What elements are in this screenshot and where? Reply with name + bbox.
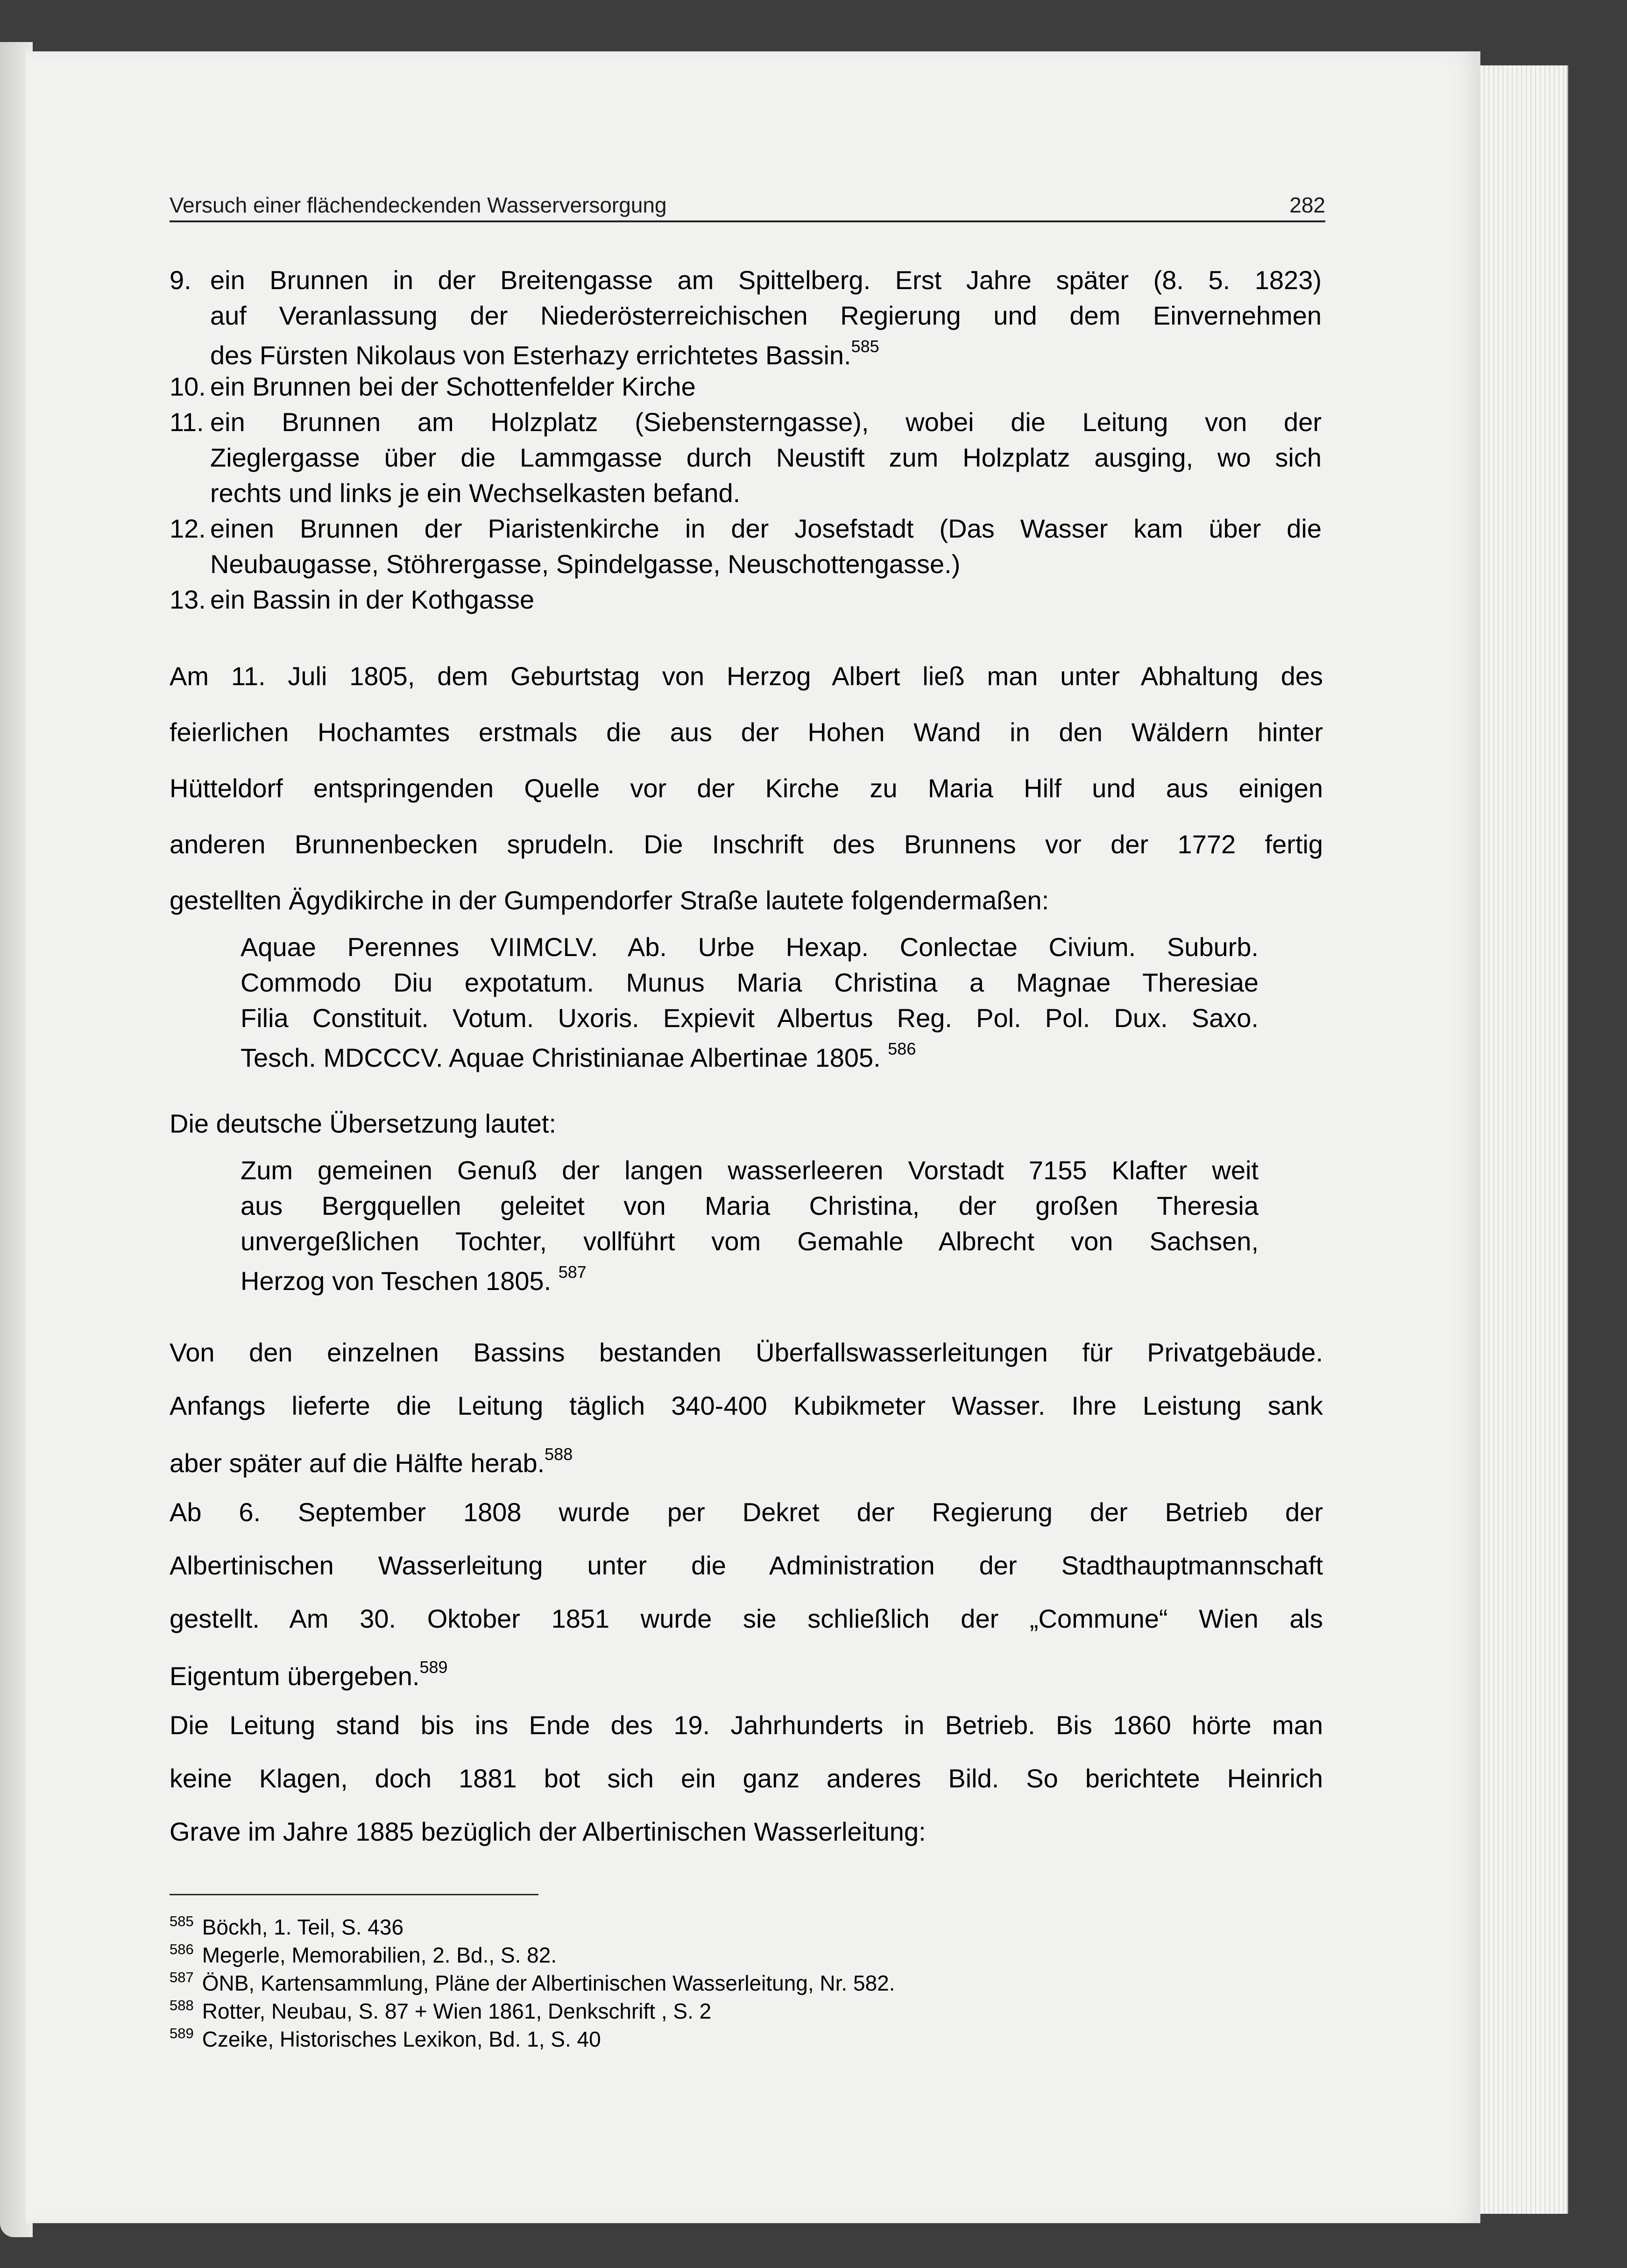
paragraph-line: anderen Brunnenbecken sprudeln. Die Inschrift des Brunnens vor der 1772 fertig bbox=[170, 829, 1323, 859]
footnote-ref: 585 bbox=[851, 337, 879, 356]
quote-line: aus Bergquellen geleitet von Maria Christina, der großen Theresia bbox=[241, 1191, 1259, 1220]
footnote-ref: 589 bbox=[419, 1658, 448, 1677]
list-item-line: des Fürsten Nikolaus von Esterhazy errichtetes Bassin.$^{585}$ bbox=[210, 337, 879, 370]
running-head bbox=[170, 183, 1325, 222]
list-item-line: ein Brunnen in der Breitengasse am Spittelberg. Erst Jahre später (8. 5. 1823) bbox=[210, 265, 1322, 295]
page-number: 282 bbox=[1289, 193, 1325, 217]
paragraph-line: Anfangs lieferte die Leitung täglich 340-400 Kubikmeter Wasser. Ihre Leistung sank bbox=[170, 1391, 1323, 1420]
running-title: Versuch einer flächendeckenden Wasserversorgung bbox=[170, 193, 667, 217]
quote-line: unvergeßlichen Tochter, vollführt vom Gemahle Albrecht von Sachsen, bbox=[241, 1226, 1259, 1256]
paragraph-line: Albertinischen Wasserleitung unter die Administration der Stadthauptmannschaft bbox=[170, 1551, 1323, 1580]
list-number: 10. bbox=[170, 372, 206, 401]
list-item-line: Neubaugasse, Stöhrergasse, Spindelgasse, Neuschottengasse.) bbox=[210, 549, 961, 579]
quote-line: Tesch. MDCCCV. Aquae Christinianae Albertinae 1805. $^{586}$ bbox=[241, 1039, 916, 1072]
footnote: $^{589}$ Czeike, Historisches Lexikon, Bd. 1, S. 40 bbox=[170, 2025, 601, 2051]
footnote-ref: 586 bbox=[888, 1039, 916, 1058]
list-item-line: auf Veranlassung der Niederösterreichischen Regierung und dem Einvernehmen bbox=[210, 301, 1322, 330]
translation-intro: Die deutsche Übersetzung lautet: bbox=[170, 1109, 557, 1138]
footnote: $^{587}$ ÖNB, Kartensammlung, Pläne der Albertinischen Wasserleitung, Nr. 582. bbox=[170, 1969, 895, 1995]
list-item-line: Zieglergasse über die Lammgasse durch Neustift zum Holzplatz ausging, wo sich bbox=[210, 443, 1322, 472]
list-number: 11. bbox=[170, 407, 204, 437]
paragraph-line: Ab 6. September 1808 wurde per Dekret der Regierung der Betrieb der bbox=[170, 1497, 1323, 1527]
quote-line: Zum gemeinen Genuß der langen wasserleeren Vorstadt 7155 Klafter weit bbox=[241, 1155, 1259, 1185]
paragraph-line: Grave im Jahre 1885 bezüglich der Albertinischen Wasserleitung: bbox=[170, 1817, 926, 1846]
paragraph-line: Hütteldorf entspringenden Quelle vor der Kirche zu Maria Hilf und aus einigen bbox=[170, 773, 1323, 803]
quote-line: Herzog von Teschen 1805. $^{587}$ bbox=[241, 1262, 587, 1296]
paragraph-line: Von den einzelnen Bassins bestanden Überfallswasserleitungen für Privatgebäude. bbox=[170, 1338, 1323, 1367]
paragraph-line: feierlichen Hochamtes erstmals die aus der Hohen Wand in den Wäldern hinter bbox=[170, 717, 1323, 747]
list-item-line: rechts und links je ein Wechselkasten befand. bbox=[210, 478, 741, 508]
list-item-line: einen Brunnen der Piaristenkirche in der Josefstadt (Das Wasser kam über die bbox=[210, 514, 1322, 543]
page-stack-edges bbox=[1471, 65, 1568, 2214]
paragraph-line: keine Klagen, doch 1881 bot sich ein ganz anderes Bild. So berichtete Heinrich bbox=[170, 1764, 1323, 1793]
list-number: 13. bbox=[170, 585, 206, 614]
paragraph-line: Eigentum übergeben.$^{589}$ bbox=[170, 1658, 448, 1691]
footnote-ref: 588 bbox=[545, 1445, 573, 1464]
quote-line: Commodo Diu expotatum. Munus Maria Christina a Magnae Theresiae bbox=[241, 968, 1259, 997]
quote-line: Aquae Perennes VIIMCLV. Ab. Urbe Hexap. Conlectae Civium. Suburb. bbox=[241, 932, 1259, 962]
paragraph-line: gestellten Ägydikirche in der Gumpendorfer Straße lautete folgendermaßen: bbox=[170, 886, 1049, 915]
footnote: $^{585}$ Böckh, 1. Teil, S. 436 bbox=[170, 1913, 404, 1939]
paragraph-line: gestellt. Am 30. Oktober 1851 wurde sie schließlich der „Commune“ Wien als bbox=[170, 1604, 1323, 1633]
paragraph-line: aber später auf die Hälfte herab.$^{588}$ bbox=[170, 1445, 573, 1478]
list-number: 9. bbox=[170, 265, 191, 295]
footnote-rule bbox=[170, 1894, 538, 1895]
footnote: $^{588}$ Rotter, Neubau, S. 87 + Wien 1861, Denkschrift , S. 2 bbox=[170, 1997, 712, 2023]
paragraph-line: Die Leitung stand bis ins Ende des 19. Jahrhunderts in Betrieb. Bis 1860 hörte man bbox=[170, 1710, 1323, 1740]
list-item-line: ein Brunnen am Holzplatz (Siebensterngasse), wobei die Leitung von der bbox=[210, 407, 1322, 437]
quote-line: Filia Constituit. Votum. Uxoris. Expievit Albertus Reg. Pol. Pol. Dux. Saxo. bbox=[241, 1003, 1259, 1033]
footnote: $^{586}$ Megerle, Memorabilien, 2. Bd., S. 82. bbox=[170, 1941, 557, 1967]
list-number: 12. bbox=[170, 514, 206, 543]
list-item-line: ein Brunnen bei der Schottenfelder Kirche bbox=[210, 372, 696, 401]
list-item-line: ein Bassin in der Kothgasse bbox=[210, 585, 535, 614]
footnote-ref: 587 bbox=[558, 1262, 587, 1282]
paragraph-line: Am 11. Juli 1805, dem Geburtstag von Herzog Albert ließ man unter Abhaltung des bbox=[170, 661, 1323, 691]
